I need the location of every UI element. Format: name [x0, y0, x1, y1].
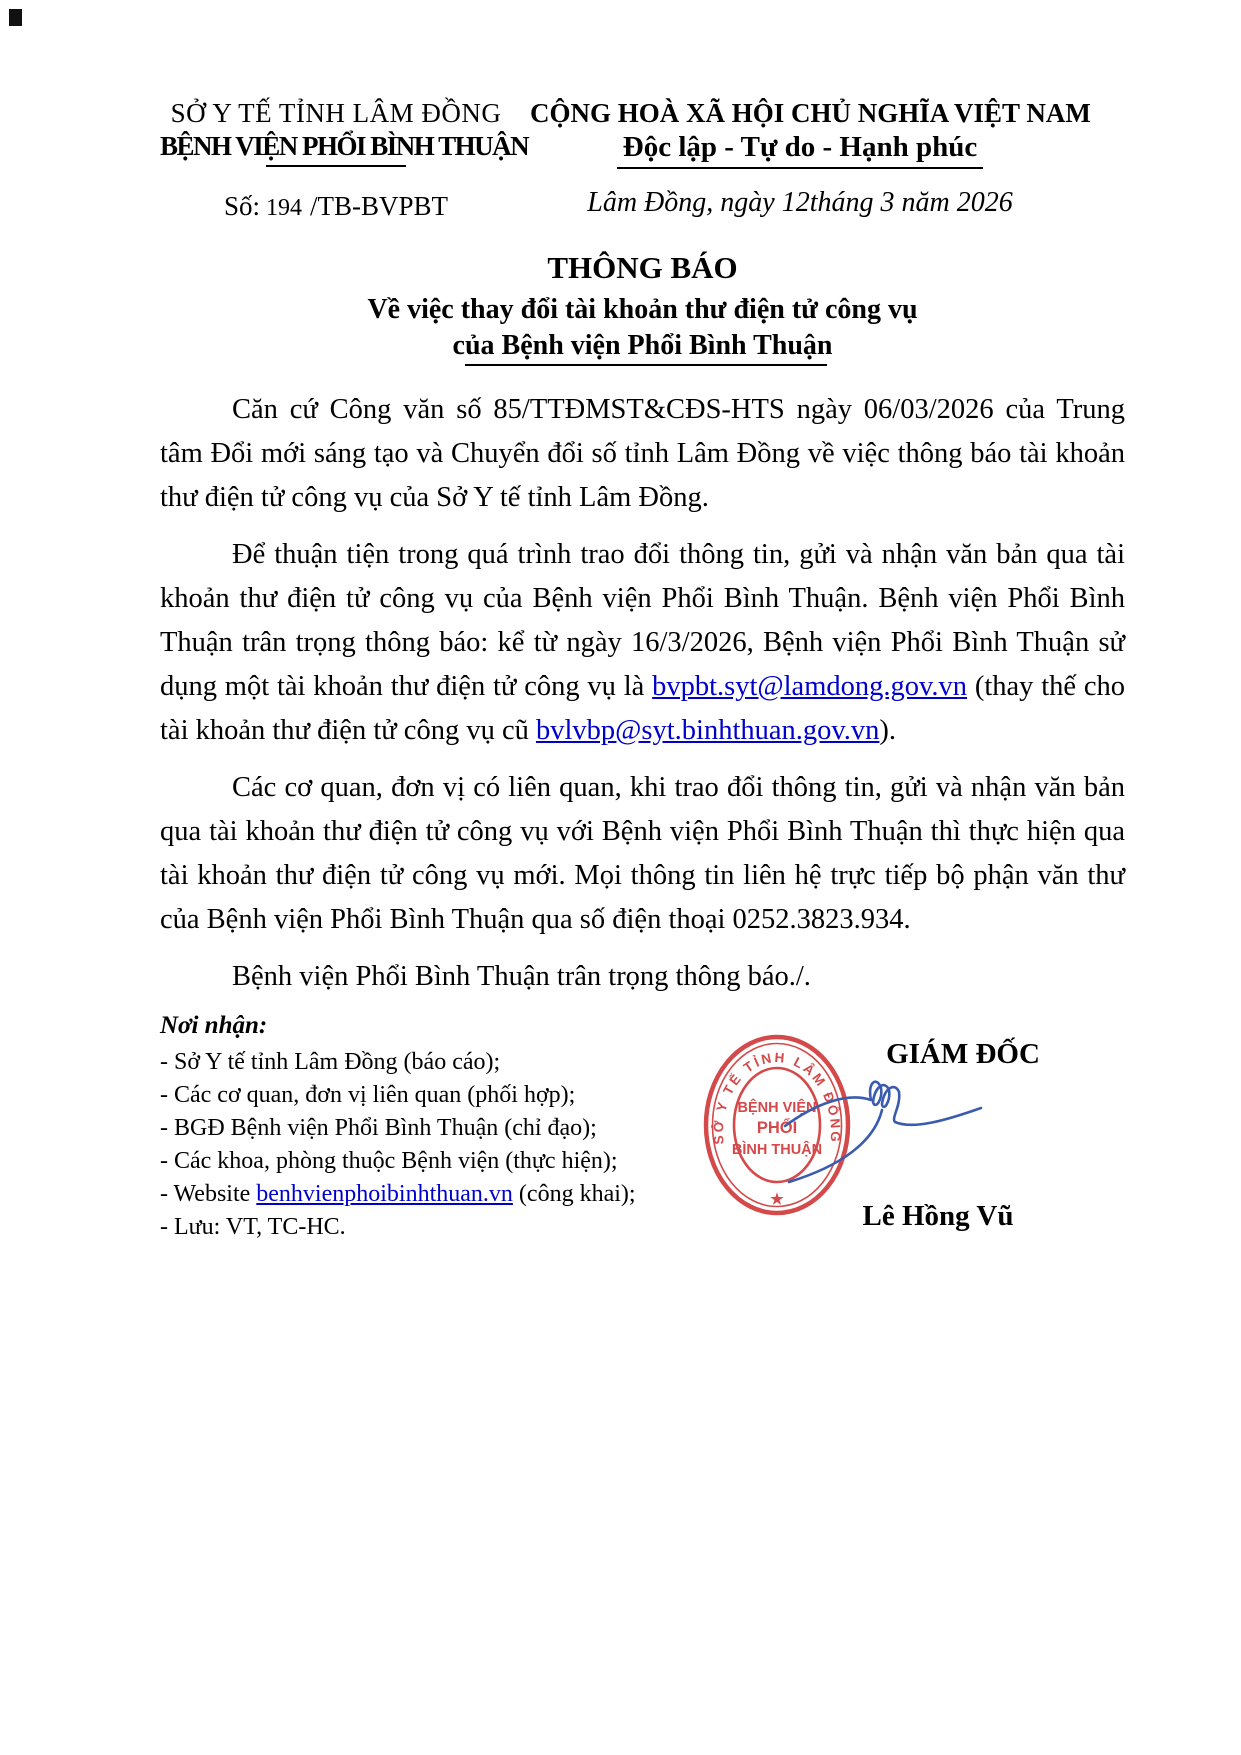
national-motto-line1: CỘNG HOÀ XÃ HỘI CHỦ NGHĨA VIỆT NAM: [530, 98, 1091, 128]
stamp-ring-text: SỞ Y TẾ TỈNH LÂM ĐỒNG: [710, 1049, 844, 1145]
signer-position-title: GIÁM ĐỐC: [886, 1038, 1040, 1070]
issuing-org-name: BỆNH VIỆN PHỔI BÌNH THUẬN: [160, 131, 529, 161]
recipients-block: [160, 1012, 673, 1262]
hospital-website-link[interactable]: benhvienphoibinhthuan.vn: [256, 1181, 513, 1207]
recipient-item-archive: - Lưu: VT, TC-HC.: [160, 1214, 346, 1240]
doc-number-prefix: Số:: [223, 191, 260, 221]
document-number: [160, 191, 512, 222]
recipient-item-website: [160, 1178, 673, 1211]
paragraph-announcement: [160, 533, 1125, 753]
recipient-item: - Sở Y tế tỉnh Lâm Đồng (báo cáo);: [160, 1049, 501, 1075]
doc-number-value: 194: [266, 195, 302, 221]
paragraph-basis: Căn cứ Công văn số 85/TTĐMST&CĐS-HTS ngày 06/03/2026 của Trung tâm Đổi mới sáng tạo và Chuyển đổi số tỉnh Lâm Đồng về việc thông báo tài khoản thư điện tử công vụ của Sở Y tế tỉnh Lâm Đồng.: [160, 394, 1125, 513]
paragraph-instruction: Các cơ quan, đơn vị có liên quan, khi trao đổi thông tin, gửi và nhận văn bản qua tài khoản thư điện tử công vụ với Bệnh viện Phổi Bình Thuận thì thực hiện qua tài khoản thư điện tử công vụ mới. Mọi thông tin liên hệ trực tiếp bộ phận văn thư của Bệnh viện Phổi Bình Thuận qua số điện thoại 0252.3823.934.: [160, 772, 1125, 935]
stamp-star-icon: ★: [770, 1191, 784, 1208]
header-issuer-block: [160, 98, 529, 222]
document-body: [160, 388, 1125, 999]
recipient-item: - Các khoa, phòng thuộc Bệnh viện (thực hiện);: [160, 1148, 618, 1174]
document-footer: [160, 1012, 1125, 1262]
stamp-center-line2: PHỔI: [756, 1119, 798, 1137]
new-email-link[interactable]: bvpbt.syt@lamdong.gov.vn: [652, 671, 968, 702]
recipients-label: Nơi nhận:: [160, 1012, 268, 1039]
website-prefix: - Website: [160, 1181, 257, 1207]
scan-artifact-mark: [9, 9, 22, 26]
announcement-text-2: (thay thế cho tài khoản thư điện tử công vụ cũ: [160, 671, 1125, 746]
stamp-center-line1: BỆNH VIỆN: [737, 1100, 817, 1116]
national-motto-line2: Độc lập - Tự do - Hạnh phúc: [617, 131, 984, 169]
header-national-block: [530, 98, 1091, 222]
document-header: [160, 98, 1125, 222]
old-email-link[interactable]: bvlvbp@syt.binhthuan.gov.vn: [535, 715, 880, 746]
title-subject-line2: của Bệnh viện Phổi Bình Thuận: [452, 330, 833, 361]
recipient-item: - Các cơ quan, đơn vị liên quan (phối hợp);: [160, 1082, 576, 1108]
document-title: [160, 250, 1125, 366]
handwritten-signature: [781, 1070, 991, 1200]
signature-block: [673, 1012, 1125, 1262]
website-suffix: (công khai);: [512, 1181, 636, 1207]
parent-org-name: SỞ Y TẾ TỈNH LÂM ĐỒNG: [170, 98, 502, 128]
title-subject-line1: Về việc thay đổi tài khoản thư điện tử công vụ: [367, 294, 918, 325]
issuer-underline: [266, 165, 406, 167]
stamp-center-line3: BÌNH THUẬN: [731, 1142, 823, 1158]
title-kind: THÔNG BÁO: [547, 250, 738, 285]
announcement-text-3: ).: [879, 715, 897, 746]
recipient-item: - BGĐ Bệnh viện Phổi Bình Thuận (chỉ đạo);: [160, 1115, 597, 1141]
place-date-line: Lâm Đồng, ngày 12tháng 3 năm 2026: [587, 187, 1013, 218]
title-underline: [465, 364, 827, 366]
signer-name: Lê Hồng Vũ: [862, 1200, 1014, 1232]
doc-number-suffix: /TB-BVPBT: [310, 191, 449, 221]
paragraph-closing: Bệnh viện Phổi Bình Thuận trân trọng thông báo./.: [232, 961, 811, 992]
announcement-text-1: Để thuận tiện trong quá trình trao đổi thông tin, gửi và nhận văn bản qua tài khoản thư điện tử công vụ của Bệnh viện Phổi Bình Thuận. Bệnh viện Phổi Bình Thuận trân trọng thông báo: kể từ ngày 16/3/2026, Bệnh viện Phổi Bình Thuận sử dụng một tài khoản thư điện tử công vụ là: [160, 539, 1125, 702]
